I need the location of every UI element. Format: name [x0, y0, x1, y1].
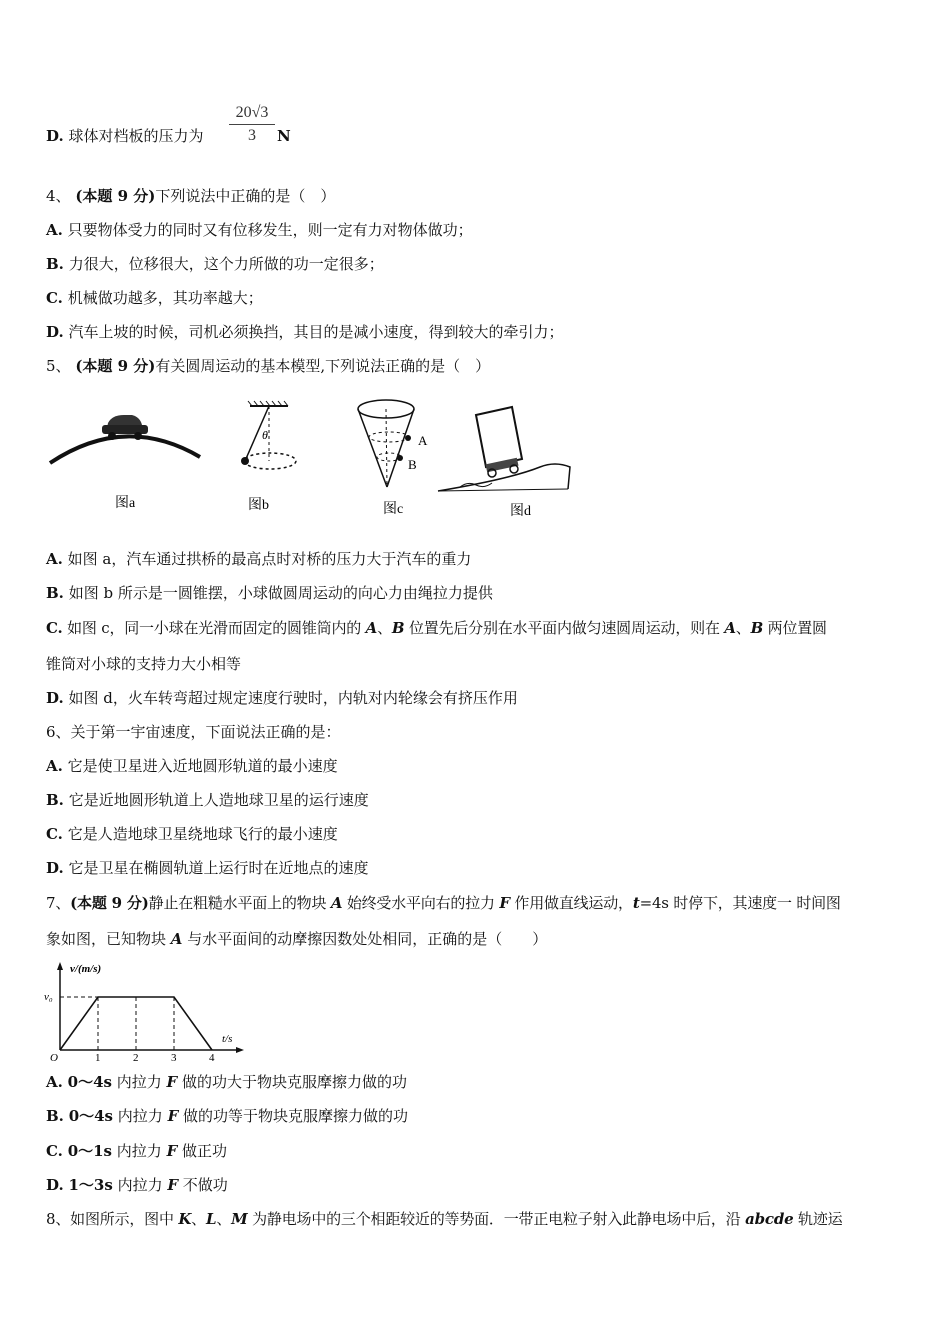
fraction-20-root3-over-3: $\frac{20√3}{3}$	[229, 104, 275, 145]
q7-vt-chart	[40, 958, 250, 1063]
q4-stem: 4、 (本题 9 分)下列说法中正确的是（ ）	[46, 187, 336, 205]
caption-figure-c: 图c	[383, 502, 404, 517]
q6-option-c: C. 它是人造地球卫星绕地球飞行的最小速度	[46, 825, 338, 843]
caption-figure-d: 图d	[510, 504, 531, 519]
unit-newton: N	[277, 127, 291, 145]
y-axis-label: v/(m/s)	[70, 963, 102, 975]
q6-option-b: B. 它是近地圆形轨道上人造地球卫星的运行速度	[46, 791, 369, 809]
q5-stem: 5、 (本题 9 分)有关圆周运动的基本模型,下列说法正确的是（ ）	[46, 357, 491, 375]
q7-option-c: C. 0～1s 内拉力 F 做正功	[46, 1142, 227, 1160]
q5-option-c-line1: C. 如图 c，同一小球在光滑而固定的圆锥筒内的 A、B 位置先后分别在水平面内做匀速圆周运动，则在 A、B 两位置圆	[46, 619, 827, 637]
figure-c-cone	[358, 400, 428, 517]
q6-stem: 6、关于第一宇宙速度，下面说法正确的是：	[46, 723, 341, 741]
q7-stem-line1: 7、(本题 9 分)静止在粗糙水平面上的物块 A 始终受水平向右的拉力 F 作用做直线运动，t=4s 时停下，其速度一 时间图	[46, 894, 841, 912]
q7-option-b: B. 0～4s 内拉力 F 做的功等于物块克服摩擦力做的功	[46, 1107, 408, 1125]
figure-d-train-banked	[438, 407, 570, 519]
q7-option-a: A. 0～4s 内拉力 F 做的功大于物块克服摩擦力做的功	[46, 1073, 407, 1091]
option-label: D.	[46, 127, 64, 145]
q8-stem-line1: 8、如图所示，图中 K、L、M 为静电场中的三个相距较近的等势面．一带正电粒子射入此静电场中后，沿 abcde 轨迹运	[46, 1210, 843, 1228]
q4-option-d: D. 汽车上坡的时候，司机必须换挡，其目的是减小速度，得到较大的牵引力；	[46, 323, 564, 341]
q6-option-d: D. 它是卫星在椭圆轨道上运行时在近地点的速度	[46, 859, 369, 877]
caption-figure-b: 图b	[248, 498, 269, 513]
q4-option-b: B. 力很大，位移很大，这个力所做的功一定很多；	[46, 255, 384, 273]
x-tick-label-2: 2	[133, 1052, 139, 1063]
caption-figure-a: 图a	[115, 496, 136, 511]
x-axis-arrow	[236, 1047, 244, 1053]
q7-option-d: D. 1～3s 内拉力 F 不做功	[46, 1176, 228, 1194]
y-axis-arrow	[57, 962, 63, 970]
label-b: B	[408, 457, 417, 472]
q5-option-b: B. 如图 b 所示是一圆锥摆，小球做圆周运动的向心力由绳拉力提供	[46, 584, 493, 602]
label-a: A	[418, 433, 428, 448]
x-tick-label-1: 1	[95, 1052, 101, 1063]
x-axis-label: t/s	[222, 1033, 233, 1045]
figure-b-conical-pendulum	[241, 401, 296, 513]
x-tick-label-4: 4	[209, 1052, 215, 1063]
q4-option-c: C. 机械做功越多，其功率越大；	[46, 289, 263, 307]
q7-stem-line2: 象如图，已知物块 A 与水平面间的动摩擦因数处处相同，正确的是（ ）	[46, 930, 548, 948]
theta-label: θ	[262, 428, 268, 442]
q5-figures	[40, 395, 580, 525]
figure-a-arch-bridge	[50, 415, 200, 511]
q5-option-a: A. 如图 a，汽车通过拱桥的最高点时对桥的压力大于汽车的重力	[46, 550, 472, 568]
y-tick-label-v0: v₀	[44, 991, 53, 1003]
q6-option-a: A. 它是使卫星进入近地圆形轨道的最小速度	[46, 757, 338, 775]
q5-option-d: D. 如图 d，火车转弯超过规定速度行驶时，内轨对内轮缘会有挤压作用	[46, 689, 518, 707]
x-tick-label-3: 3	[171, 1052, 177, 1063]
q4-option-a: A. 只要物体受力的同时又有位移发生，则一定有力对物体做功；	[46, 221, 473, 239]
q5-option-c-line2: 锥筒对小球的支持力大小相等	[46, 655, 242, 673]
q3-option-d: D. 球体对档板的压力为	[46, 127, 204, 145]
origin-label: O	[50, 1052, 58, 1063]
